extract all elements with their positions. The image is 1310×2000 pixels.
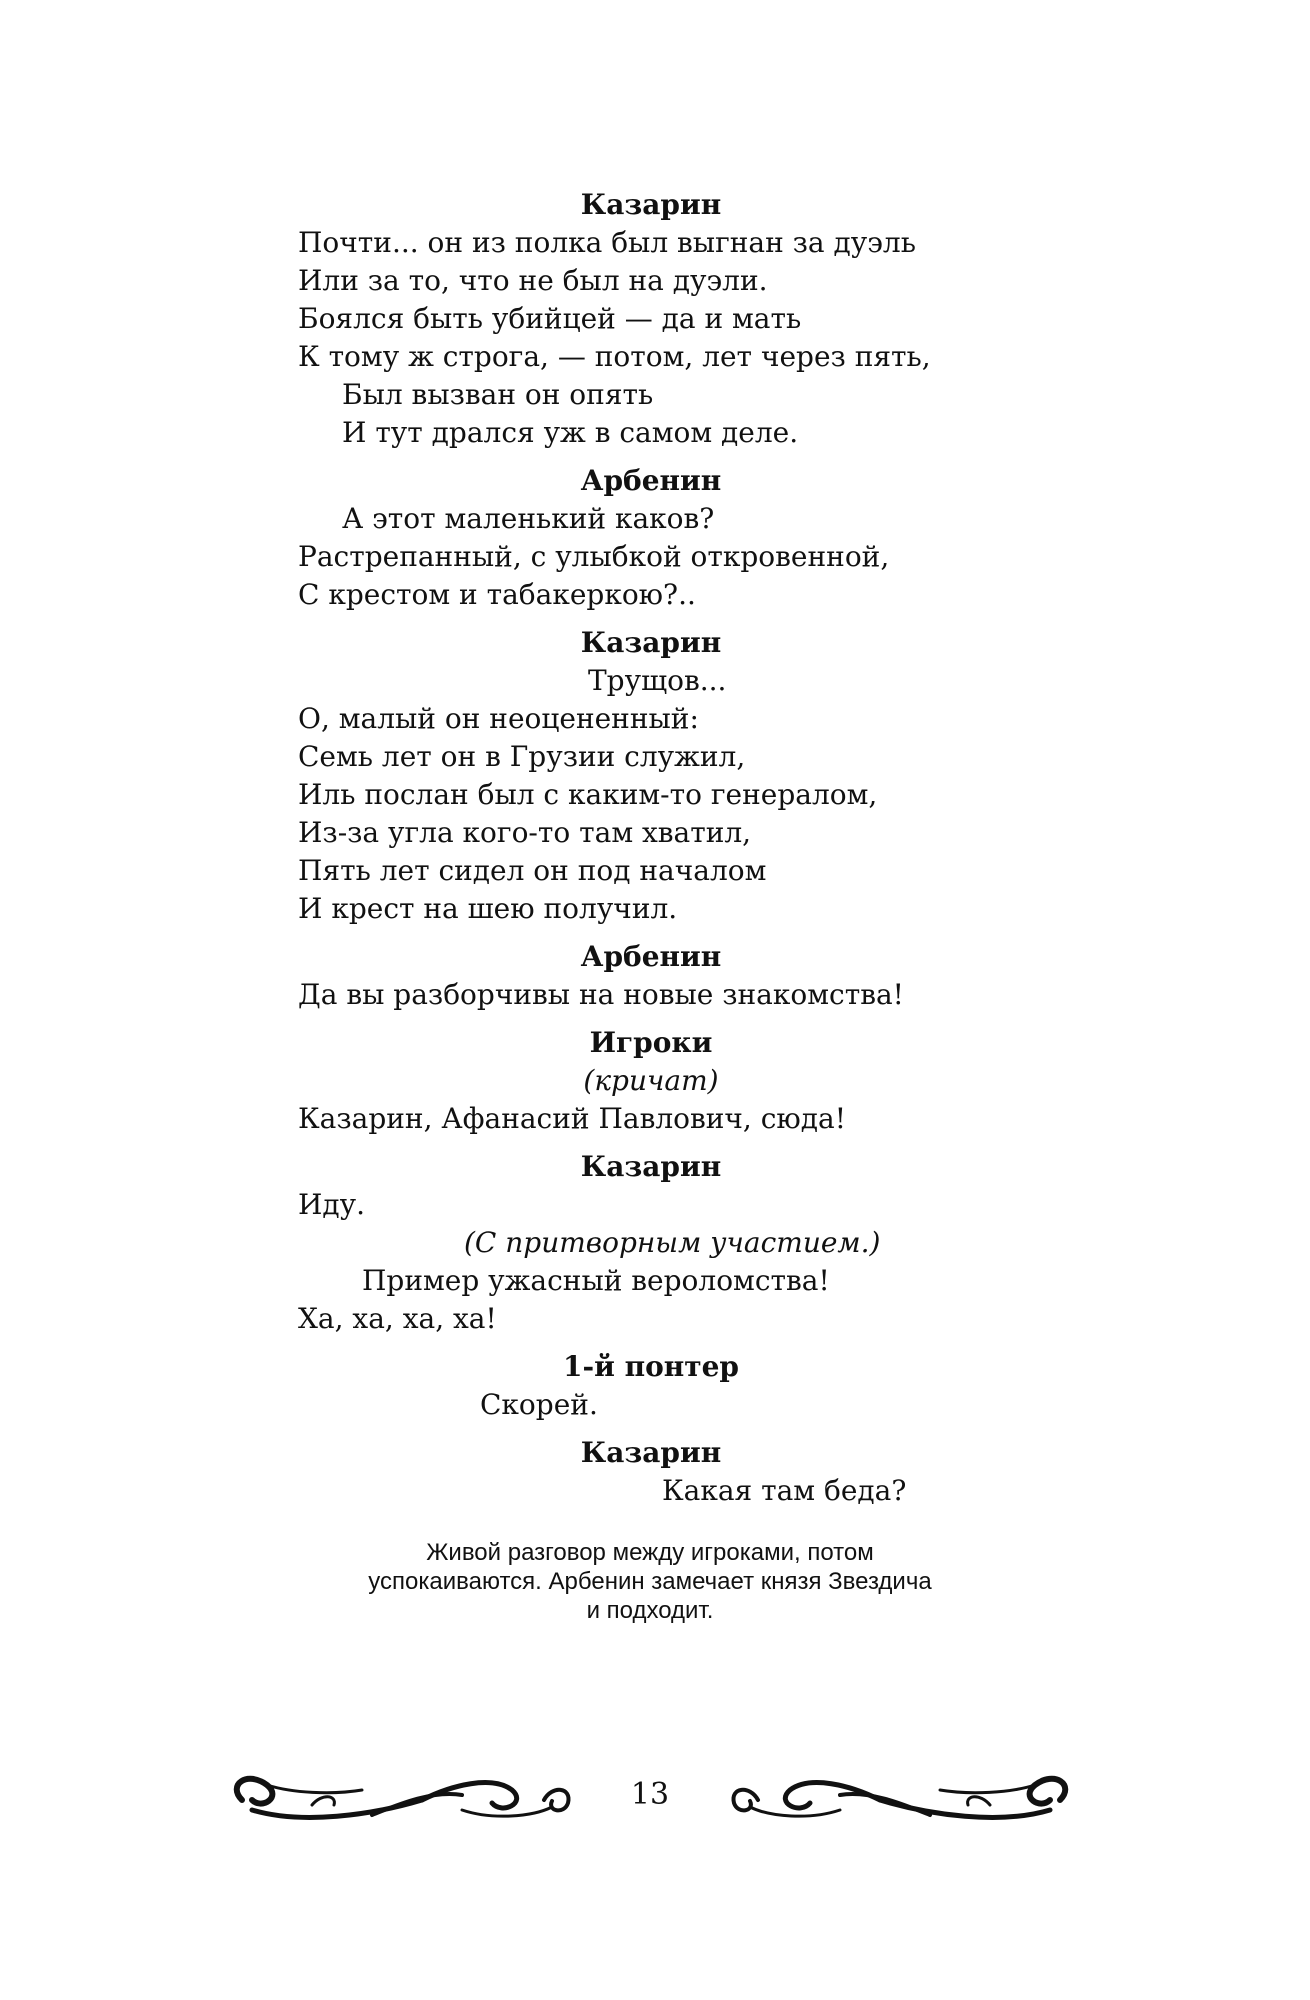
verse-line: Пример ужасный вероломства! — [362, 1264, 830, 1297]
verse-line: Боялся быть убийцей — да и мать — [298, 302, 802, 335]
flourish-ornament-icon — [222, 1755, 602, 1845]
flourish-ornament-icon — [700, 1755, 1080, 1845]
page-number: 13 — [630, 1777, 670, 1812]
verse-line: Семь лет он в Грузии служил, — [298, 740, 746, 773]
verse-line: Растрепанный, с улыбкой откровенной, — [298, 540, 890, 573]
verse-line: Казарин, Афанасий Павлович, сюда! — [298, 1102, 846, 1135]
stage-direction-line: Живой разговор между игроками, потом — [426, 1539, 874, 1566]
speaker-name: Арбенин — [580, 464, 722, 497]
speaker-name: 1-й понтер — [562, 1350, 740, 1383]
speaker-name: Казарин — [580, 1150, 722, 1183]
speaker-name: Арбенин — [580, 940, 722, 973]
verse-line: И тут дрался уж в самом деле. — [342, 416, 799, 449]
speaker-name: Казарин — [580, 1436, 722, 1469]
verse-line: Трущов... — [588, 664, 727, 697]
speaker-name: Казарин — [580, 626, 722, 659]
stage-direction-line: и подходит. — [586, 1597, 714, 1624]
verse-line: Какая там беда? — [662, 1474, 907, 1507]
verse-line: И крест на шею получил. — [298, 892, 678, 925]
verse-line: Да вы разборчивы на новые знакомства! — [298, 978, 904, 1011]
speaker-name: Игроки — [589, 1026, 713, 1059]
verse-line: Иль послан был с каким-то генералом, — [298, 778, 878, 811]
speaker-name: Казарин — [580, 188, 722, 221]
play-text — [298, 186, 1018, 1510]
verse-line: Иду. — [298, 1188, 366, 1221]
verse-line: Пять лет сидел он под началом — [298, 854, 767, 887]
stage-remark: (С притворным участием.) — [464, 1226, 881, 1259]
stage-direction — [300, 1538, 1000, 1625]
stage-remark: (кричат) — [583, 1064, 719, 1097]
verse-line: Почти... он из полка был выгнан за дуэль — [298, 226, 916, 259]
verse-line: А этот маленький каков? — [342, 502, 715, 535]
verse-line: О, малый он неоцененный: — [298, 702, 699, 735]
page-footer — [0, 1755, 1310, 1845]
verse-line: С крестом и табакеркою?.. — [298, 578, 696, 611]
verse-line: Из-за угла кого-то там хватил, — [298, 816, 752, 849]
verse-line: Ха, ха, ха, ха! — [298, 1302, 497, 1335]
verse-line: Скорей. — [480, 1388, 598, 1421]
stage-direction-line: успокаиваются. Арбенин замечает князя Звездича — [368, 1568, 932, 1595]
verse-line: К тому ж строга, — потом, лет через пять, — [298, 340, 931, 373]
verse-line: Был вызван он опять — [342, 378, 654, 411]
verse-line: Или за то, что не был на дуэли. — [298, 264, 768, 297]
